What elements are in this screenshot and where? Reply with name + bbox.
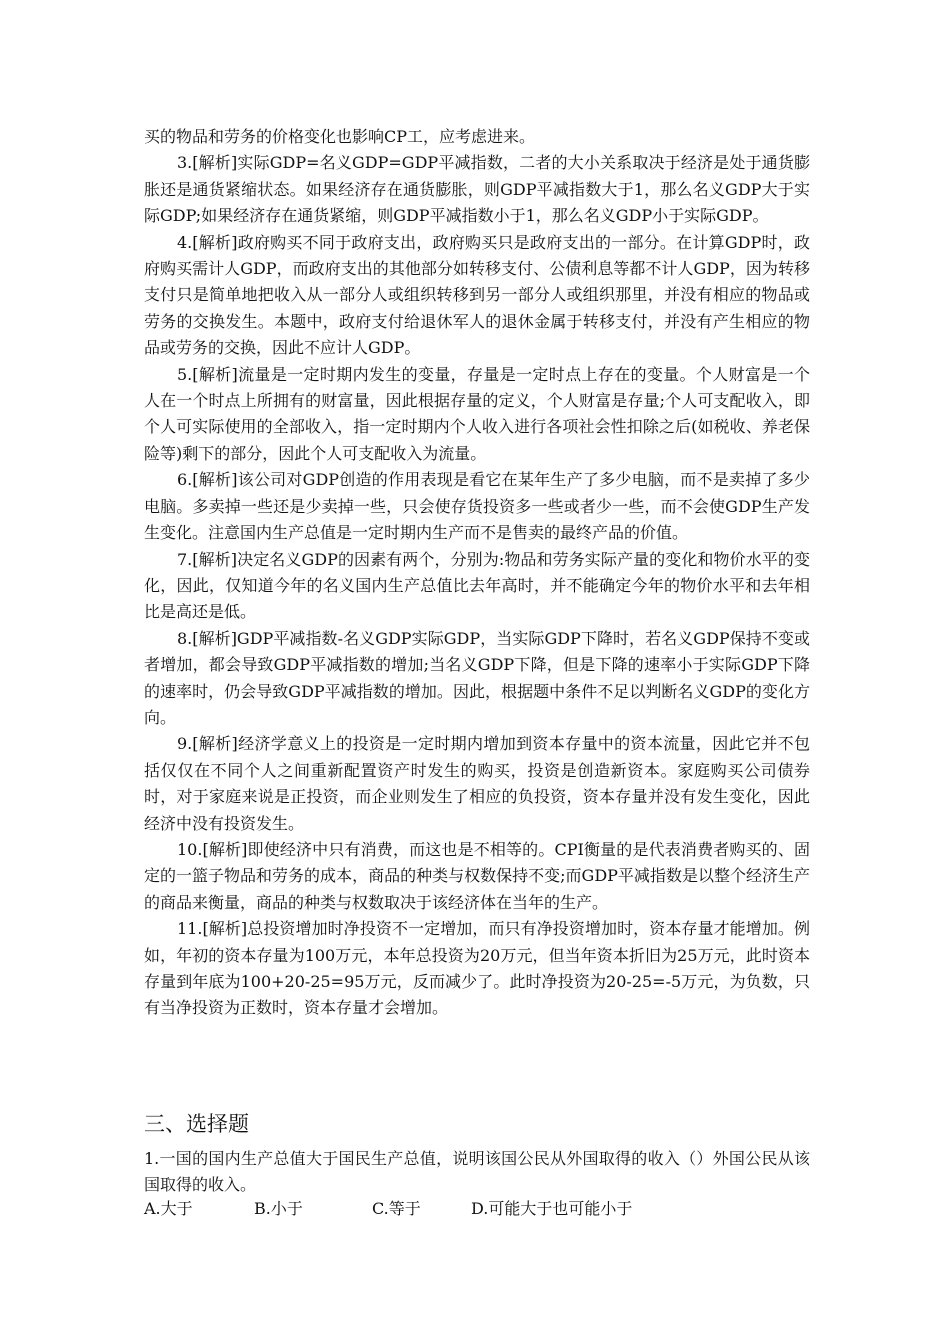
question-text: 1.一国的国内生产总值大于国民生产总值，说明该国公民从外国取得的收入（）外国公民从该国取得的收入。 [144,1149,810,1195]
answer-options [144,1196,810,1224]
section-heading-block [144,1107,810,1141]
paragraph-continuation: 买的物品和劳务的价格变化也影响CP工，应考虑进来。 [144,127,536,146]
explanation-5: 5.[解析]流量是一定时期内发生的变量，存量是一定时点上存在的变量。个人财富是一个人在一个时点上所拥有的财富量，因此根据存量的定义，个人财富是存量;个人可支配收入，即个人可实际使用的全部收入，指一定时期内个人收入进行各项社会性扣除之后(如税收、养老保险等)剩下的部分，因此个人可支配收入为流量。 [144,364,810,463]
option-b: B.小于 [254,1199,303,1218]
explanation-8: 8.[解析]GDP平减指数-名义GDP实际GDP，当实际GDP下降时，若名义GDP保持不变或者增加，都会导致GDP平减指数的增加;当名义GDP下降，但是下降的速率小于实际GDP下降的速率时，仍会导致GDP平减指数的增加。因此，根据题中条件不足以判断名义GDP的变化方向。 [144,628,810,727]
explanation-9: 9.[解析]经济学意义上的投资是一定时期内增加到资本存量中的资本流量，因此它并不包括仅仅在不同个人之间重新配置资产时发生的购买，投资是创造新资本。家庭购买公司债券时，对于家庭来说是正投资，而企业则发生了相应的负投资，资本存量并没有发生变化，因此经济中没有投资发生。 [144,734,810,833]
option-a: A.大于 [144,1199,193,1218]
explanation-11: 11.[解析]总投资增加时净投资不一定增加，而只有净投资增加时，资本存量才能增加。例如，年初的资本存量为100万元，本年总投资为20万元，但当年资本折旧为25万元，此时资本存量到年底为100+20-25=95万元，反而减少了。此时净投资为20-25=-5万元，为负数，只有当净投资为正数时，资本存量才会增加。 [144,919,810,1018]
option-c: C.等于 [372,1199,421,1218]
option-d: D.可能大于也可能小于 [471,1199,633,1218]
section-title: 三、选择题 [144,1112,249,1136]
explanation-10: 10.[解析]即使经济中只有消费，而这也是不相等的。CPI衡量的是代表消费者购买的、固定的一篮子物品和劳务的成本，商品的种类与权数保持不变;而GDP平减指数是以整个经济生产的商品来衡量，商品的种类与权数取决于该经济体在当年的生产。 [144,839,810,912]
explanation-4: 4.[解析]政府购买不同于政府支出，政府购买只是政府支出的一部分。在计算GDP时，政府购买需计人GDP，而政府支出的其他部分如转移支付、公债利息等都不计人GDP，因为转移支付只是简单地把收入从一部分人或组织转移到另一部分人或组织那里，并没有相应的物品或劳务的交换发生。本题中，政府支付给退休军人的退休金属于转移支付，并没有产生相应的物品或劳务的交换，因此不应计人GDP。 [144,232,810,358]
explanation-7: 7.[解析]决定名义GDP的因素有两个，分别为:物品和劳务实际产量的变化和物价水平的变化，因此，仅知道今年的名义国内生产总值比去年高时，并不能确定今年的物价水平和去年相比是高还是低。 [144,549,810,622]
question-1 [144,1146,810,1199]
explanations-block [144,124,810,1022]
explanation-6: 6.[解析]该公司对GDP创造的作用表现是看它在某年生产了多少电脑，而不是卖掉了多少电脑。多卖掉一些还是少卖掉一些，只会使存货投资多一些或者少一些，而不会使GDP生产发生变化。注意国内生产总值是一定时期内生产而不是售卖的最终产品的价值。 [144,470,810,543]
explanation-3: 3.[解析]实际GDP=名义GDP=GDP平减指数，二者的大小关系取决于经济是处于通货膨胀还是通货紧缩状态。如果经济存在通货膨胀，则GDP平减指数大于1，那么名义GDP大于实际GDP;如果经济存在通货紧缩，则GDP平减指数小于1，那么名义GDP小于实际GDP。 [144,153,810,226]
